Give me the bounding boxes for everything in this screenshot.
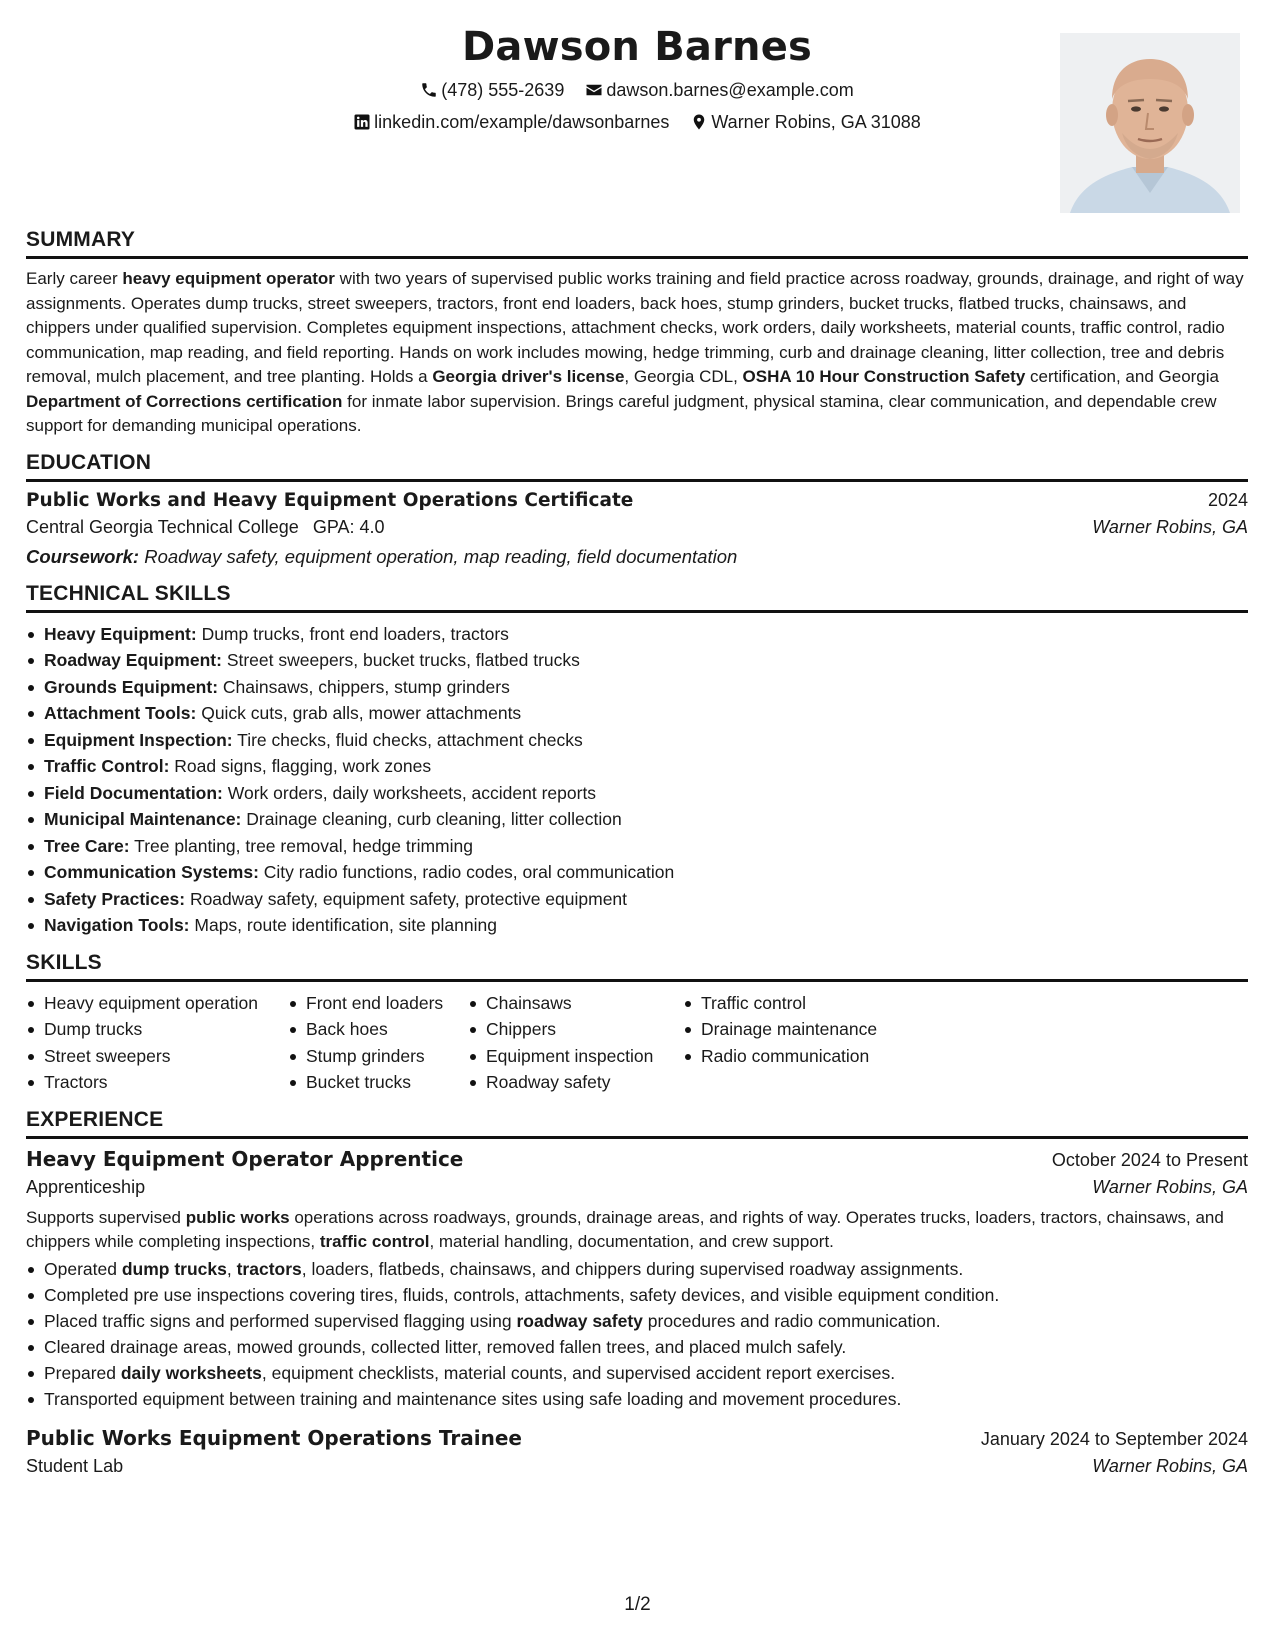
technical-skill-text: Drainage cleaning, curb cleaning, litter collection: [246, 809, 622, 829]
section-title-skills: SKILLS: [26, 951, 1248, 982]
technical-skill-label: Roadway Equipment:: [44, 650, 222, 670]
section-title-summary: SUMMARY: [26, 228, 1248, 259]
job-location: Warner Robins, GA: [1092, 1455, 1248, 1476]
job-bullet: [26, 1334, 1248, 1360]
gpa: GPA: 4.0: [312, 516, 385, 537]
job-description: [26, 1206, 1248, 1254]
technical-skill-label: Attachment Tools:: [44, 703, 197, 723]
linkedin-text: linkedin.com/example/dawsonbarnes: [374, 112, 670, 132]
bold-phrase: OSHA 10 Hour Construction Safety: [742, 367, 1026, 386]
location-contact: [690, 112, 920, 133]
linkedin-contact[interactable]: [353, 112, 669, 133]
page-number: 1/2: [624, 1594, 651, 1615]
text-run: Operated: [44, 1258, 122, 1279]
technical-skill-label: Safety Practices:: [44, 888, 186, 909]
job-sub: [26, 1456, 1248, 1477]
job-organization: Apprenticeship: [26, 1176, 146, 1197]
skill-item: Traffic control: [683, 990, 903, 1017]
technical-skill-text: Work orders, daily worksheets, accident reports: [227, 782, 597, 803]
experience-list: [26, 1147, 1248, 1477]
education-year: 2024: [1207, 489, 1248, 510]
text-run: Cleared drainage areas, mowed grounds, collected litter, removed fallen trees, and placed mulch safely.: [44, 1336, 847, 1357]
text-run: , Georgia CDL,: [624, 367, 743, 386]
technical-skill-text: Dump trucks, front end loaders, tractors: [201, 623, 509, 644]
bold-phrase: tractors: [236, 1258, 302, 1279]
text-run: Transported equipment between training and maintenance sites using safe loading and movement procedures.: [44, 1388, 902, 1409]
bold-phrase: Georgia driver's license: [432, 367, 625, 386]
education-entry-head: [26, 490, 1248, 511]
technical-skill-item: [26, 727, 1248, 754]
skill-item: Front end loaders: [288, 990, 468, 1017]
skill-item: Drainage maintenance: [683, 1016, 903, 1043]
technical-skill-label: Tree Care:: [44, 835, 130, 856]
technical-skill-text: Chainsaws, chippers, stump grinders: [222, 676, 510, 697]
bold-phrase: traffic control: [319, 1231, 430, 1251]
job-bullet: [26, 1282, 1248, 1308]
phone-icon: [420, 81, 438, 99]
technical-skill-label: Field Documentation:: [44, 782, 223, 803]
technical-skill-label: Heavy Equipment:: [44, 623, 197, 644]
technical-skill-text: Tire checks, fluid checks, attachment checks: [237, 729, 583, 750]
text-run: , loaders, flatbeds, chainsaws, and chippers during supervised roadway assignments.: [301, 1258, 964, 1279]
job-bullet: [26, 1360, 1248, 1386]
degree-title: Public Works and Heavy Equipment Operations Certificate: [26, 489, 634, 511]
education-entry-sub: [26, 517, 1248, 538]
envelope-icon: [585, 81, 603, 99]
job-title: Heavy Equipment Operator Apprentice: [26, 1146, 464, 1171]
skills-column: [26, 990, 288, 1096]
technical-skills-list: [26, 621, 1248, 939]
text-run: operations across roadways, grounds, drainage areas, and rights of way. Operates trucks, loaders, tractors, chainsaws, and chippers while completing inspections,: [26, 1207, 1224, 1251]
technical-skill-item: [26, 753, 1248, 780]
job-location: Warner Robins, GA: [1092, 1176, 1248, 1197]
technical-skill-label: Equipment Inspection:: [44, 729, 233, 750]
candidate-name: Dawson Barnes: [461, 24, 813, 70]
job-bullets: [26, 1256, 1248, 1412]
section-title-technical-skills: TECHNICAL SKILLS: [26, 582, 1248, 613]
skill-item: Stump grinders: [288, 1043, 468, 1070]
skill-item: Roadway safety: [468, 1069, 683, 1096]
resume-header: [26, 0, 1248, 218]
location-text: Warner Robins, GA 31088: [711, 112, 921, 132]
linkedin-icon: [353, 113, 371, 131]
skill-item: Back hoes: [288, 1016, 468, 1043]
text-run: Prepared: [44, 1362, 121, 1383]
job-bullet: [26, 1386, 1248, 1412]
technical-skill-label: Traffic Control:: [44, 756, 170, 776]
bold-phrase: roadway safety: [516, 1310, 643, 1331]
experience-entry: [26, 1147, 1248, 1412]
skills-column: [288, 990, 468, 1096]
text-run: Placed traffic signs and performed supervised flagging using: [44, 1310, 517, 1331]
technical-skills-section: [26, 582, 1248, 939]
technical-skill-item: [26, 806, 1248, 833]
technical-skill-item: [26, 700, 1248, 727]
technical-skill-text: Road signs, flagging, work zones: [174, 756, 432, 776]
section-title-experience: EXPERIENCE: [26, 1108, 1248, 1139]
profile-photo: [1060, 33, 1240, 213]
coursework-text: Roadway safety, equipment operation, map reading, field documentation: [144, 545, 738, 567]
text-run: Completed pre use inspections covering tires, fluids, controls, attachments, safety devices, and visible equipment condition.: [44, 1284, 1000, 1305]
experience-entry: [26, 1426, 1248, 1477]
technical-skill-item: [26, 912, 1248, 939]
bold-phrase: heavy equipment operator: [122, 269, 335, 288]
technical-skill-text: Street sweepers, bucket trucks, flatbed trucks: [226, 650, 580, 670]
job-head: [26, 1426, 1248, 1450]
technical-skill-item: [26, 859, 1248, 886]
skill-item: Dump trucks: [26, 1016, 288, 1043]
bold-phrase: daily worksheets: [120, 1362, 262, 1383]
technical-skill-text: Roadway safety, equipment safety, protective equipment: [189, 888, 628, 909]
skill-item: Chainsaws: [468, 990, 683, 1017]
text-run: for inmate labor supervision. Brings careful judgment, physical stamina, clear communication, and dependable crew support for demanding municipal operations.: [26, 391, 1217, 435]
text-run: , material handling, documentation, and crew support.: [429, 1231, 834, 1251]
portrait-illustration: [1060, 33, 1240, 213]
email-text: dawson.barnes@example.com: [606, 80, 854, 100]
phone-contact[interactable]: [420, 80, 564, 101]
skill-item: Equipment inspection: [468, 1043, 683, 1070]
coursework-line: [26, 546, 1248, 568]
job-organization: Student Lab: [26, 1455, 124, 1476]
technical-skill-label: Municipal Maintenance:: [44, 809, 242, 829]
technical-skill-label: Communication Systems:: [44, 862, 259, 882]
technical-skill-text: City radio functions, radio codes, oral communication: [263, 862, 675, 882]
technical-skill-text: Maps, route identification, site planning: [194, 915, 497, 935]
summary-section: [26, 228, 1248, 439]
technical-skill-item: [26, 674, 1248, 701]
skill-item: Street sweepers: [26, 1043, 288, 1070]
job-dates: October 2024 to Present: [1051, 1149, 1248, 1170]
text-run: Early career: [26, 269, 123, 288]
section-title-education: EDUCATION: [26, 451, 1248, 482]
job-bullet: [26, 1256, 1248, 1282]
text-run: ,: [226, 1258, 237, 1279]
school-info: [26, 517, 385, 538]
text-run: Supports supervised: [26, 1207, 186, 1227]
text-run: with two years of supervised public works training and field practice across roadway, grounds, drainage, and right of way assignments. Operates dump trucks, street sweepers, tractors, front end loaders, back hoes, stump grinders, bucket trucks, flatbed trucks, chainsaws, and chippers under qualified supervision. Completes equipment inspections, attachment checks, work orders, daily worksheets, material counts, traffic control, radio communication, map reading, and field reporting. Hands on work includes mowing, hedge trimming, curb and drainage cleaning, litter collection, tree and debris removal, mulch placement, and tree planting. Holds a: [26, 269, 1244, 386]
experience-section: [26, 1108, 1248, 1477]
map-pin-icon: [690, 113, 708, 131]
text-run: , equipment checklists, material counts, and supervised accident report exercises.: [261, 1362, 896, 1383]
text-run: certification, and Georgia: [1025, 367, 1219, 386]
job-title: Public Works Equipment Operations Trainee: [26, 1425, 522, 1450]
bold-phrase: dump trucks: [121, 1258, 227, 1279]
school-name: Central Georgia Technical College: [26, 516, 299, 537]
technical-skill-item: [26, 886, 1248, 913]
skills-grid: [26, 990, 1248, 1096]
technical-skill-label: Grounds Equipment:: [44, 676, 219, 697]
summary-text: [26, 267, 1248, 439]
skills-section: [26, 951, 1248, 1096]
skill-item: Radio communication: [683, 1043, 903, 1070]
technical-skill-item: [26, 780, 1248, 807]
coursework-label: Coursework:: [26, 545, 140, 567]
education-location: Warner Robins, GA: [1092, 516, 1248, 537]
skill-item: Chippers: [468, 1016, 683, 1043]
phone-text: (478) 555-2639: [441, 80, 565, 100]
bold-phrase: Department of Corrections certification: [26, 391, 343, 411]
skill-item: Bucket trucks: [288, 1069, 468, 1096]
education-section: [26, 451, 1248, 568]
email-contact[interactable]: [585, 80, 853, 101]
technical-skill-text: Tree planting, tree removal, hedge trimming: [134, 835, 473, 856]
job-dates: January 2024 to September 2024: [980, 1428, 1248, 1449]
bold-phrase: public works: [185, 1207, 290, 1227]
technical-skill-label: Navigation Tools:: [44, 915, 190, 935]
text-run: procedures and radio communication.: [642, 1310, 941, 1331]
technical-skill-item: [26, 647, 1248, 674]
skill-item: Heavy equipment operation: [26, 990, 288, 1017]
skills-column: [683, 990, 903, 1096]
skill-item: Tractors: [26, 1069, 288, 1096]
technical-skill-item: [26, 621, 1248, 648]
technical-skill-text: Quick cuts, grab alls, mower attachments: [201, 703, 522, 723]
job-sub: [26, 1177, 1248, 1198]
technical-skill-item: [26, 833, 1248, 860]
job-bullet: [26, 1308, 1248, 1334]
skills-column: [468, 990, 683, 1096]
job-head: [26, 1147, 1248, 1171]
resume-page: [26, 0, 1248, 1477]
